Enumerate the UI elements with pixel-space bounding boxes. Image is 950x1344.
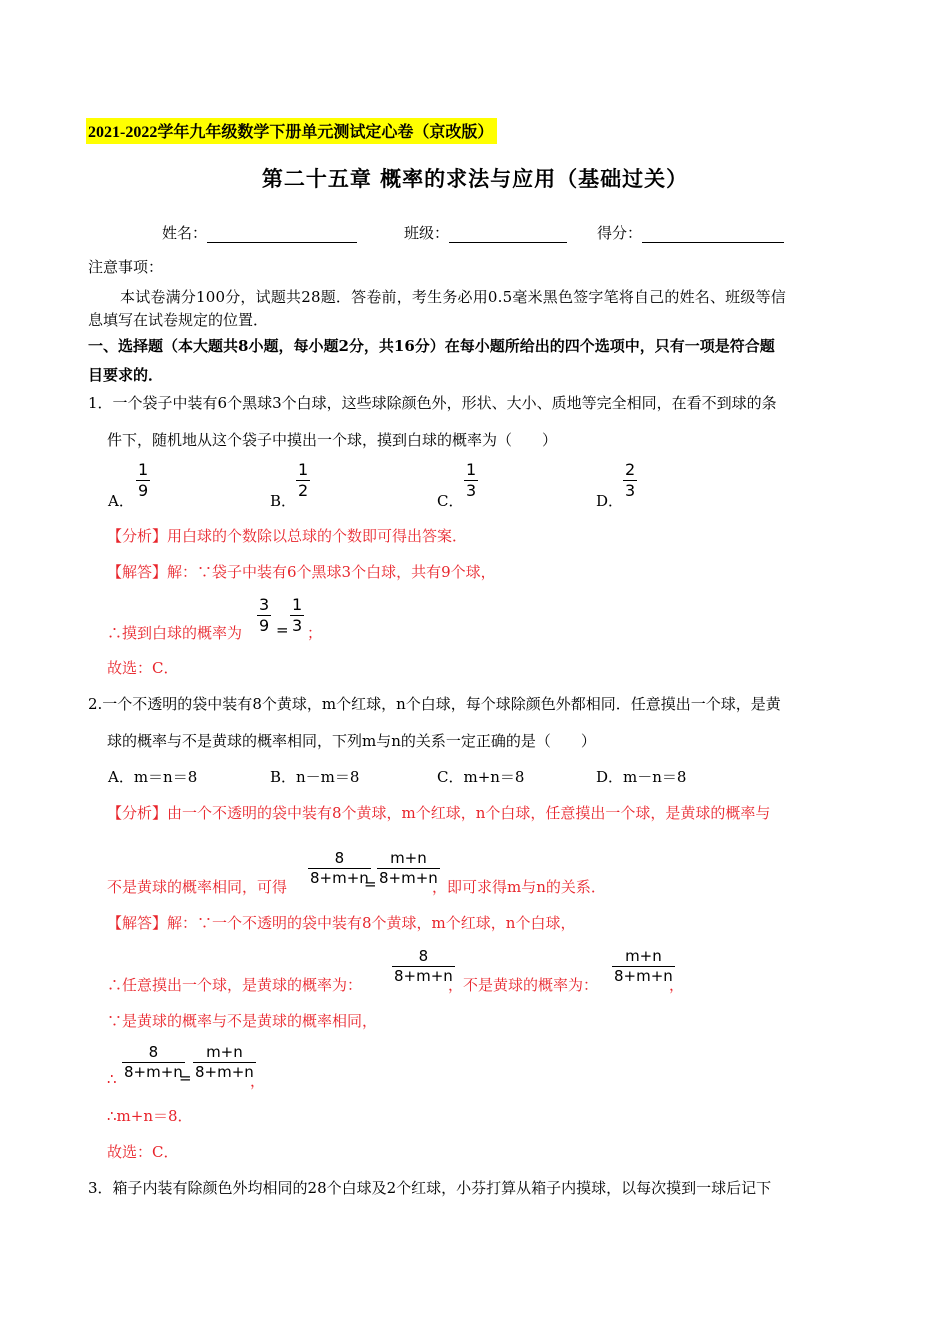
q2-step4-pre: ∴ bbox=[107, 1070, 117, 1088]
q1-option-c-label: C． bbox=[437, 492, 464, 510]
fraction-numerator: m+n bbox=[625, 947, 662, 965]
fraction-numerator: 1 bbox=[138, 460, 149, 479]
q1-answer: 故选：C． bbox=[107, 659, 179, 677]
fraction-denominator: 8+m+n bbox=[124, 1063, 183, 1081]
class-blank[interactable] bbox=[449, 224, 567, 243]
fraction-denominator: 3 bbox=[466, 481, 477, 500]
q1-stem-line-1: 1．一个袋子中装有6个黑球3个白球，这些球除颜色外，形状、大小、质地等完全相同，在看不到球的条 bbox=[88, 394, 777, 412]
q1-fraction-1 bbox=[257, 597, 271, 634]
fraction-numerator: 1 bbox=[466, 460, 477, 479]
exam-header: 2021-2022学年九年级数学下册单元测试定心卷（京改版） bbox=[86, 118, 497, 144]
q2-step2-fraction-a bbox=[392, 949, 455, 984]
name-blank[interactable] bbox=[207, 224, 357, 243]
fraction-denominator: 3 bbox=[292, 616, 303, 635]
notice-line-2: 息填写在试卷规定的位置． bbox=[88, 311, 269, 329]
q3-stem-line-1: 3．箱子内装有除颜色外均相同的28个白球及2个红球，小芬打算从箱子内摸球，以每次摸到一球后记下 bbox=[88, 1179, 772, 1197]
fraction-denominator: 8+m+n bbox=[195, 1063, 254, 1081]
q2-analysis-fraction-a bbox=[308, 851, 371, 886]
page-title: 第二十五章 概率的求法与应用（基础过关） bbox=[261, 166, 689, 191]
fraction-numerator: 1 bbox=[298, 460, 309, 479]
q2-answer: 故选：C． bbox=[107, 1143, 179, 1161]
solution-text: 解：∵袋子中装有6个黑球3个白球，共有9个球， bbox=[167, 563, 496, 581]
solution-text: 解：∵一个不透明的袋中装有8个黄球，m个红球，n个白球， bbox=[167, 914, 576, 932]
class-field bbox=[404, 222, 567, 243]
q1-option-a-fraction bbox=[136, 462, 150, 499]
notice-heading: 注意事项： bbox=[88, 258, 164, 276]
q2-step4-post: ， bbox=[250, 1072, 266, 1090]
equals-sign: = bbox=[276, 621, 289, 639]
q1-option-d-fraction bbox=[623, 462, 637, 499]
fraction-denominator: 8+m+n bbox=[379, 869, 438, 887]
fraction-denominator: 8+m+n bbox=[310, 869, 369, 887]
q2-step2-post: ， bbox=[669, 976, 685, 994]
notice-line-1: 本试卷满分100分，试题共28题．答卷前，考生务必用0.5毫米黑色签字笔将自己的姓名、班级等信 bbox=[120, 288, 786, 306]
q1-fraction-2 bbox=[290, 597, 304, 634]
score-label: 得分： bbox=[597, 224, 643, 242]
q2-option-a: A．m＝n＝8 bbox=[108, 768, 198, 786]
q2-step4-fraction-b bbox=[193, 1045, 256, 1080]
fraction-numerator: 3 bbox=[259, 595, 270, 614]
q1-option-c-fraction bbox=[464, 462, 478, 499]
q2-stem-line-2: 球的概率与不是黄球的概率相同，下列m与n的关系一定正确的是（ ） bbox=[107, 732, 596, 750]
fraction-denominator: 3 bbox=[625, 481, 636, 500]
solution-tag: 【解答】 bbox=[107, 914, 168, 932]
fraction-denominator: 8+m+n bbox=[394, 967, 453, 985]
q2-option-d: D．m－n＝8 bbox=[596, 768, 687, 786]
q2-analysis-fraction-b bbox=[377, 851, 440, 886]
fraction-numerator: 1 bbox=[292, 595, 303, 614]
fraction-denominator: 2 bbox=[298, 481, 309, 500]
fraction-numerator: 8 bbox=[334, 849, 345, 867]
q2-step2-fraction-b bbox=[612, 949, 675, 984]
solution-tag: 【解答】 bbox=[107, 563, 168, 581]
section-1-line-1: 一、选择题（本大题共8小题，每小题2分，共16分）在每小题所给出的四个选项中，只有一项是符合题 bbox=[88, 337, 775, 355]
q2-solution bbox=[107, 912, 575, 933]
q2-step3: ∵是黄球的概率与不是黄球的概率相同， bbox=[107, 1012, 378, 1030]
fraction-denominator: 9 bbox=[138, 481, 149, 500]
q2-option-c: C．m+n＝8 bbox=[437, 768, 525, 786]
equals-sign: = bbox=[364, 875, 377, 893]
q1-stem-line-2: 件下，随机地从这个袋子中摸出一个球，摸到白球的概率为（ ） bbox=[107, 431, 558, 449]
section-1-line-2: 目要求的． bbox=[88, 366, 164, 384]
q2-step2-pre: ∴任意摸出一个球，是黄球的概率为： bbox=[107, 976, 363, 994]
q2-analysis-line-2-pre: 不是黄球的概率相同，可得 bbox=[107, 878, 288, 896]
score-field bbox=[597, 222, 784, 243]
fraction-numerator: m+n bbox=[390, 849, 427, 867]
fraction-numerator: 2 bbox=[625, 460, 636, 479]
class-label: 班级： bbox=[404, 224, 450, 242]
q2-analysis-line-1: 【分析】由一个不透明的袋中装有8个黄球，m个红球，n个白球，任意摸出一个球，是黄球的概率与 bbox=[107, 804, 771, 822]
q1-option-b-fraction bbox=[296, 462, 310, 499]
q1-prob-line: ∴摸到白球的概率为 bbox=[107, 624, 243, 642]
q1-option-a-label: A． bbox=[108, 492, 134, 510]
q1-analysis: 【分析】用白球的个数除以总球的个数即可得出答案． bbox=[107, 527, 468, 545]
fraction-denominator: 8+m+n bbox=[614, 967, 673, 985]
q2-step2-mid: ，不是黄球的概率为： bbox=[448, 976, 599, 994]
name-field bbox=[162, 222, 357, 243]
q2-step4-fraction-a bbox=[122, 1045, 185, 1080]
q1-option-b-label: B． bbox=[270, 492, 297, 510]
name-label: 姓名： bbox=[162, 224, 208, 242]
fraction-numerator: m+n bbox=[206, 1043, 243, 1061]
q2-stem-line-1: 2.一个不透明的袋中装有8个黄球，m个红球，n个白球，每个球除颜色外都相同．任意摸出一个球，是黄 bbox=[88, 695, 781, 713]
fraction-numerator: 8 bbox=[148, 1043, 159, 1061]
score-blank[interactable] bbox=[642, 224, 784, 243]
q1-prob-end: ； bbox=[307, 624, 323, 642]
q2-analysis-line-2-post: ，即可求得m与n的关系． bbox=[432, 878, 606, 896]
q2-option-b: B．n－m＝8 bbox=[270, 768, 360, 786]
equals-sign: = bbox=[179, 1069, 192, 1087]
fraction-numerator: 8 bbox=[418, 947, 429, 965]
fraction-denominator: 9 bbox=[259, 616, 270, 635]
q2-step5: ∴m+n＝8． bbox=[107, 1107, 193, 1125]
q1-solution bbox=[107, 561, 496, 582]
q1-option-d-label: D． bbox=[596, 492, 624, 510]
